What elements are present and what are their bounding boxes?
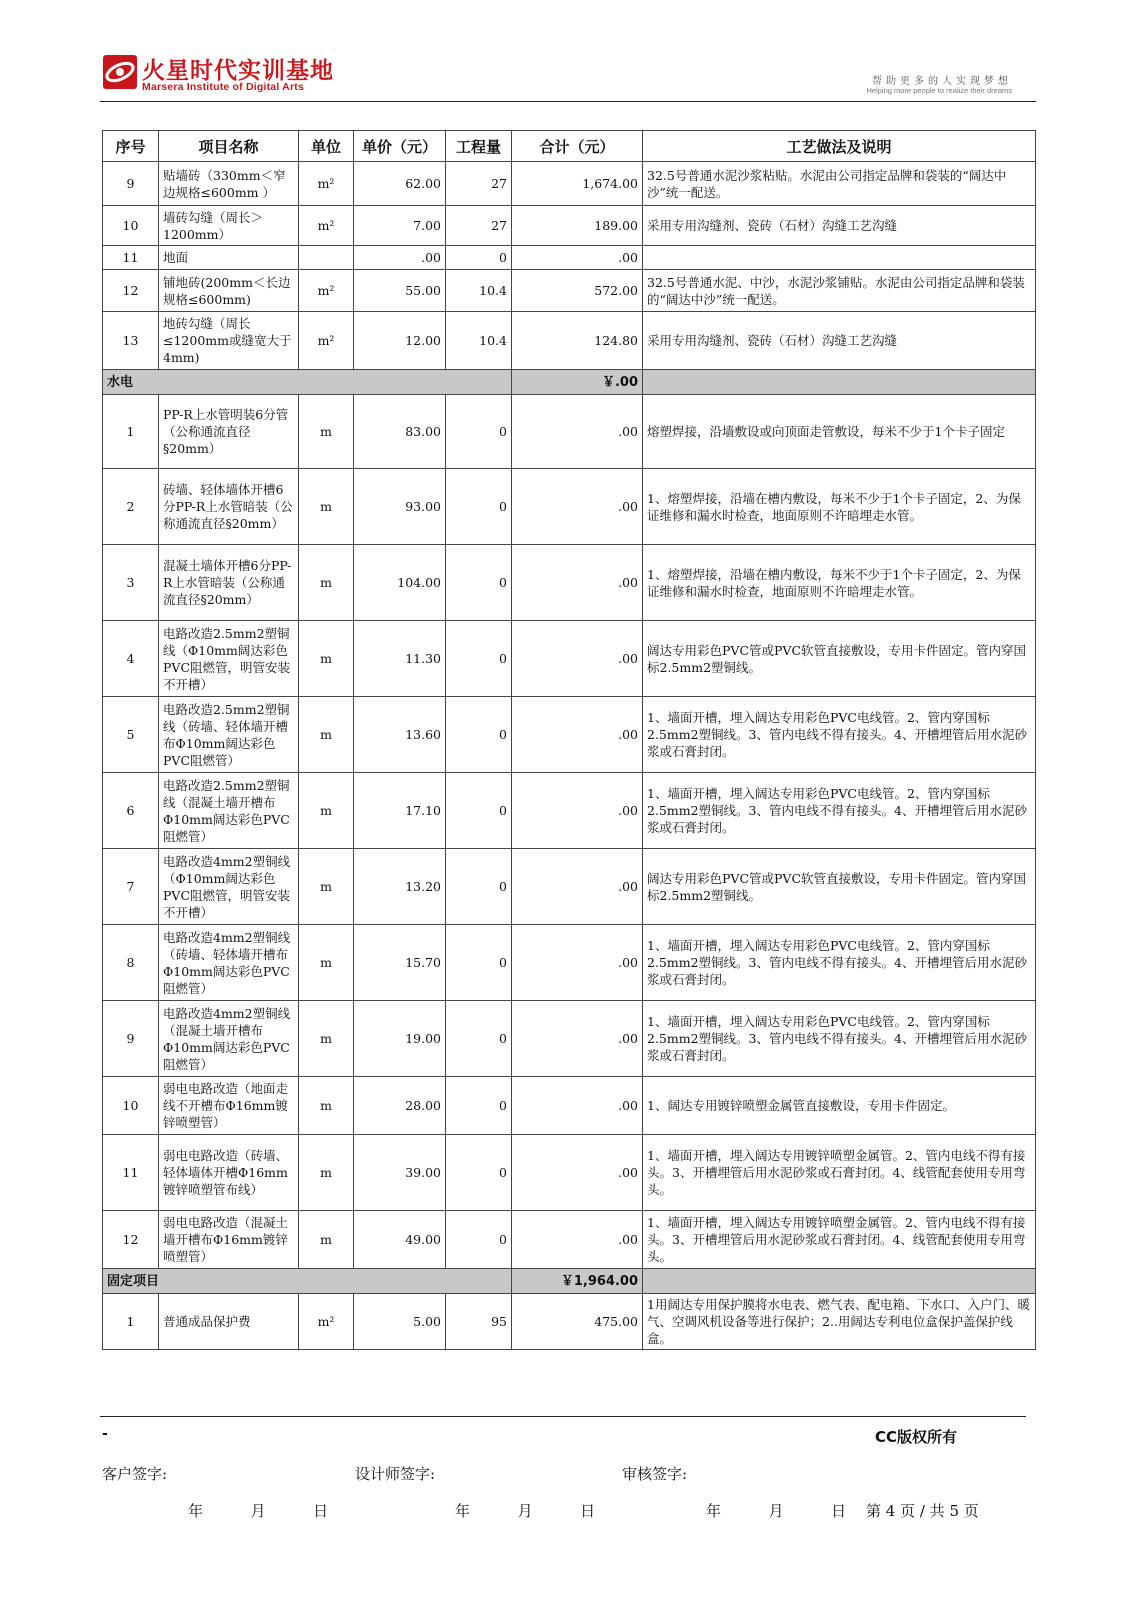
cell-total: .00 [512, 925, 643, 1001]
cell-no: 11 [103, 1135, 159, 1211]
cell-total: 189.00 [512, 206, 643, 246]
cell-total: .00 [512, 773, 643, 849]
year-label: 年 [188, 1502, 204, 1520]
cell-desc: 采用专用沟缝剂、瓷砖（石材）沟缝工艺沟缝 [643, 312, 1036, 370]
cell-total: .00 [512, 1001, 643, 1077]
cell-name: 墙砖勾缝（周长＞1200mm） [159, 206, 299, 246]
cell-qty: 0 [446, 545, 512, 621]
table-row [103, 1077, 1036, 1135]
cell-price: 55.00 [354, 270, 446, 312]
footer-divider [100, 1416, 1026, 1417]
cell-desc: 1、阔达专用镀锌喷塑金属管直接敷设，专用卡件固定。 [643, 1077, 1036, 1135]
column-header: 工程量 [446, 131, 512, 162]
cell-name: 砖墙、轻体墙体开槽6分PP-R上水管暗装（公称通流直径§20mm） [159, 469, 299, 545]
cell-no: 7 [103, 849, 159, 925]
column-header: 项目名称 [159, 131, 299, 162]
cell-desc: 1、墙面开槽，埋入阔达专用镀锌喷塑金属管。2、管内电线不得有接头。3、开槽埋管后用水泥砂浆或石膏封闭。4、线管配套使用专用弯头。 [643, 1211, 1036, 1269]
cell-no: 4 [103, 621, 159, 697]
cell-price: 62.00 [354, 162, 446, 206]
cell-price: 5.00 [354, 1294, 446, 1350]
cell-no: 10 [103, 206, 159, 246]
cell-price: 93.00 [354, 469, 446, 545]
cell-no: 9 [103, 1001, 159, 1077]
cell-name: 弱电电路改造（地面走线不开槽布Φ16mm镀锌喷塑管） [159, 1077, 299, 1135]
cell-name: 普通成品保护费 [159, 1294, 299, 1350]
cell-qty: 0 [446, 1001, 512, 1077]
cell-name: 电路改造4mm2塑铜线（砖墙、轻体墙开槽布Φ10mm阔达彩色PVC阻燃管） [159, 925, 299, 1001]
section-empty [643, 1269, 1036, 1294]
cell-qty: 10.4 [446, 270, 512, 312]
cell-qty: 0 [446, 469, 512, 545]
cell-name: 电路改造2.5mm2塑铜线（Φ10mm阔达彩色PVC阻燃管，明管安装不开槽） [159, 621, 299, 697]
cell-desc: 1、墙面开槽，埋入阔达专用镀锌喷塑金属管。2、管内电线不得有接头。3、开槽埋管后用水泥砂浆或石膏封闭。4、线管配套使用专用弯头。 [643, 1135, 1036, 1211]
company-name-cn: 火星时代实训基地 [142, 58, 334, 84]
cell-price: 11.30 [354, 621, 446, 697]
slogan-en: Helping more people to realize their dreams [866, 86, 1012, 95]
cell-no: 3 [103, 545, 159, 621]
cell-qty: 27 [446, 162, 512, 206]
cell-unit: m [299, 545, 354, 621]
column-header: 单价（元） [354, 131, 446, 162]
cell-name: 混凝土墙体开槽6分PP-R上水管暗装（公称通流直径§20mm） [159, 545, 299, 621]
cell-qty: 0 [446, 773, 512, 849]
cell-unit: m² [299, 312, 354, 370]
cell-total: .00 [512, 246, 643, 270]
cell-unit: m [299, 1001, 354, 1077]
customer-date [188, 1500, 328, 1521]
year-label: 年 [706, 1502, 722, 1520]
table-row [103, 469, 1036, 545]
cell-price: 12.00 [354, 312, 446, 370]
cell-unit: m [299, 697, 354, 773]
cell-name: 电路改造4mm2塑铜线（混凝土墙开槽布Φ10mm阔达彩色PVC阻燃管） [159, 1001, 299, 1077]
cell-name: 弱电电路改造（混凝土墙开槽布Φ16mm镀锌喷塑管） [159, 1211, 299, 1269]
cell-total: 572.00 [512, 270, 643, 312]
cell-qty: 0 [446, 1135, 512, 1211]
footer-dash: - [102, 1426, 108, 1442]
section-label: 固定项目 [103, 1269, 512, 1294]
cell-total: .00 [512, 621, 643, 697]
cell-no: 10 [103, 1077, 159, 1135]
cell-qty: 10.4 [446, 312, 512, 370]
table-row [103, 312, 1036, 370]
cell-name: 电路改造2.5mm2塑铜线（砖墙、轻体墙开槽布Φ10mm阔达彩色PVC阻燃管） [159, 697, 299, 773]
cell-desc: 阔达专用彩色PVC管或PVC软管直接敷设，专用卡件固定。管内穿国标2.5mm2塑铜线。 [643, 849, 1036, 925]
table-row [103, 621, 1036, 697]
cell-price: 15.70 [354, 925, 446, 1001]
review-signature-label: 审核签字: [622, 1465, 688, 1483]
designer-signature-label: 设计师签字: [355, 1465, 436, 1483]
cell-desc: 1、墙面开槽，埋入阔达专用彩色PVC电线管。2、管内穿国标2.5mm2塑铜线。3、管内电线不得有接头。4、开槽埋管后用水泥砂浆或石膏封闭。 [643, 925, 1036, 1001]
table-row [103, 925, 1036, 1001]
cell-total: 475.00 [512, 1294, 643, 1350]
cell-name: 贴墙砖（330mm＜窄边规格≤600mm ） [159, 162, 299, 206]
cell-price: 19.00 [354, 1001, 446, 1077]
cell-name: 地砖勾缝（周长≤1200mm或缝宽大于4mm) [159, 312, 299, 370]
cell-desc [643, 246, 1036, 270]
table-row [103, 697, 1036, 773]
page-header [100, 50, 1036, 102]
section-row-fixed [103, 1269, 1036, 1294]
quote-table [102, 130, 1036, 1350]
table-row [103, 395, 1036, 469]
table-row [103, 1294, 1036, 1350]
copyright-text: CC版权所有 [875, 1428, 958, 1446]
page-number: 第 4 页 / 共 5 页 [866, 1502, 979, 1520]
cell-price: 13.20 [354, 849, 446, 925]
table-row [103, 773, 1036, 849]
designer-date [455, 1500, 595, 1521]
cell-desc: 采用专用沟缝剂、瓷砖（石材）沟缝工艺沟缝 [643, 206, 1036, 246]
cell-unit: m [299, 925, 354, 1001]
cell-qty: 0 [446, 697, 512, 773]
cell-price: 13.60 [354, 697, 446, 773]
section-label: 水电 [103, 370, 512, 395]
cell-unit: m [299, 773, 354, 849]
cell-total: .00 [512, 697, 643, 773]
cell-qty: 27 [446, 206, 512, 246]
cell-price: 83.00 [354, 395, 446, 469]
cell-no: 5 [103, 697, 159, 773]
section-empty [643, 370, 1036, 395]
cell-desc: 1、墙面开槽，埋入阔达专用彩色PVC电线管。2、管内穿国标2.5mm2塑铜线。3、管内电线不得有接头。4、开槽埋管后用水泥砂浆或石膏封闭。 [643, 1001, 1036, 1077]
table-row [103, 1211, 1036, 1269]
slogan-cn: 帮助更多的人实现梦想 [872, 76, 1012, 87]
customer-signature-label: 客户签字: [102, 1465, 168, 1483]
cell-name: 弱电电路改造（砖墙、轻体墙体开槽Φ16mm镀锌喷塑管布线） [159, 1135, 299, 1211]
column-header: 序号 [103, 131, 159, 162]
cell-name: 地面 [159, 246, 299, 270]
cell-qty: 0 [446, 925, 512, 1001]
cell-total: 1,674.00 [512, 162, 643, 206]
cell-no: 11 [103, 246, 159, 270]
cell-desc: 阔达专用彩色PVC管或PVC软管直接敷设，专用卡件固定。管内穿国标2.5mm2塑铜线。 [643, 621, 1036, 697]
cell-price: 17.10 [354, 773, 446, 849]
table-header-row [103, 131, 1036, 162]
cell-unit: m [299, 1135, 354, 1211]
table-row [103, 545, 1036, 621]
cell-unit: m [299, 849, 354, 925]
day-label: 日 [313, 1502, 329, 1520]
cell-desc: 1、墙面开槽，埋入阔达专用彩色PVC电线管。2、管内穿国标2.5mm2塑铜线。3、管内电线不得有接头。4、开槽埋管后用水泥砂浆或石膏封闭。 [643, 697, 1036, 773]
table-row [103, 206, 1036, 246]
cell-unit: m² [299, 206, 354, 246]
column-header: 合计（元） [512, 131, 643, 162]
cell-desc: 1、墙面开槽，埋入阔达专用彩色PVC电线管。2、管内穿国标2.5mm2塑铜线。3、管内电线不得有接头。4、开槽埋管后用水泥砂浆或石膏封闭。 [643, 773, 1036, 849]
column-header: 工艺做法及说明 [643, 131, 1036, 162]
cell-no: 1 [103, 1294, 159, 1350]
cell-unit: m² [299, 1294, 354, 1350]
cell-total: .00 [512, 1077, 643, 1135]
company-name-en: Marsera Institute of Digital Arts [142, 81, 304, 93]
cell-price: 39.00 [354, 1135, 446, 1211]
cell-no: 6 [103, 773, 159, 849]
cell-total: .00 [512, 849, 643, 925]
section-row-water [103, 370, 1036, 395]
cell-qty: 95 [446, 1294, 512, 1350]
cell-desc: 1用阔达专用保护膜将水电表、燃气表、配电箱、下水口、入户门、暖气、空调风机设备等进行保护；2..用阔达专利电位盒保护盖保护线盒。 [643, 1294, 1036, 1350]
cell-total: .00 [512, 1135, 643, 1211]
month-label: 月 [250, 1502, 266, 1520]
cell-no: 12 [103, 1211, 159, 1269]
cell-qty: 0 [446, 621, 512, 697]
cell-no: 1 [103, 395, 159, 469]
cell-name: PP-R上水管明装6分管（公称通流直径§20mm） [159, 395, 299, 469]
cell-total: .00 [512, 395, 643, 469]
cell-no: 2 [103, 469, 159, 545]
header-divider [100, 101, 1036, 102]
cell-unit: m [299, 469, 354, 545]
cell-unit: m [299, 1077, 354, 1135]
cell-desc: 1、熔塑焊接，沿墙在槽内敷设，每米不少于1个卡子固定，2、为保证维修和漏水时检查，地面原则不许暗埋走水管。 [643, 469, 1036, 545]
cell-price: .00 [354, 246, 446, 270]
table-row [103, 162, 1036, 206]
cell-unit: m [299, 1211, 354, 1269]
table-row [103, 1135, 1036, 1211]
cell-total: .00 [512, 469, 643, 545]
day-label: 日 [831, 1502, 847, 1520]
section-total: ￥1,964.00 [512, 1269, 643, 1294]
cell-unit [299, 246, 354, 270]
day-label: 日 [580, 1502, 596, 1520]
month-label: 月 [768, 1502, 784, 1520]
cell-no: 9 [103, 162, 159, 206]
cell-name: 铺地砖(200mm＜长边规格≤600mm) [159, 270, 299, 312]
cell-unit: m² [299, 162, 354, 206]
cell-qty: 0 [446, 1211, 512, 1269]
cell-total: 124.80 [512, 312, 643, 370]
cell-desc: 32.5号普通水泥沙浆粘贴。水泥由公司指定品牌和袋装的“阔达中沙”统一配送。 [643, 162, 1036, 206]
cell-no: 12 [103, 270, 159, 312]
cell-qty: 0 [446, 1077, 512, 1135]
review-date [706, 1500, 846, 1521]
cell-price: 7.00 [354, 206, 446, 246]
section-total: ￥.00 [512, 370, 643, 395]
table-row [103, 246, 1036, 270]
cell-desc: 32.5号普通水泥、中沙，水泥沙浆铺贴。水泥由公司指定品牌和袋装的“阔达中沙”统一配送。 [643, 270, 1036, 312]
cell-total: .00 [512, 545, 643, 621]
cell-qty: 0 [446, 395, 512, 469]
cell-total: .00 [512, 1211, 643, 1269]
cell-unit: m² [299, 270, 354, 312]
column-header: 单位 [299, 131, 354, 162]
cell-no: 8 [103, 925, 159, 1001]
table-row [103, 1001, 1036, 1077]
year-label: 年 [455, 1502, 471, 1520]
cell-price: 104.00 [354, 545, 446, 621]
logo-icon [102, 54, 138, 90]
cell-qty: 0 [446, 849, 512, 925]
month-label: 月 [517, 1502, 533, 1520]
cell-unit: m [299, 621, 354, 697]
cell-name: 电路改造2.5mm2塑铜线（混凝土墙开槽布Φ10mm阔达彩色PVC阻燃管） [159, 773, 299, 849]
table-row [103, 849, 1036, 925]
cell-price: 49.00 [354, 1211, 446, 1269]
cell-price: 28.00 [354, 1077, 446, 1135]
cell-qty: 0 [446, 246, 512, 270]
cell-desc: 熔塑焊接，沿墙敷设或向顶面走管敷设，每米不少于1个卡子固定 [643, 395, 1036, 469]
cell-unit: m [299, 395, 354, 469]
cell-no: 13 [103, 312, 159, 370]
table-row [103, 270, 1036, 312]
cell-name: 电路改造4mm2塑铜线（Φ10mm阔达彩色PVC阻燃管，明管安装不开槽） [159, 849, 299, 925]
cell-desc: 1、熔塑焊接，沿墙在槽内敷设，每米不少于1个卡子固定，2、为保证维修和漏水时检查，地面原则不许暗埋走水管。 [643, 545, 1036, 621]
